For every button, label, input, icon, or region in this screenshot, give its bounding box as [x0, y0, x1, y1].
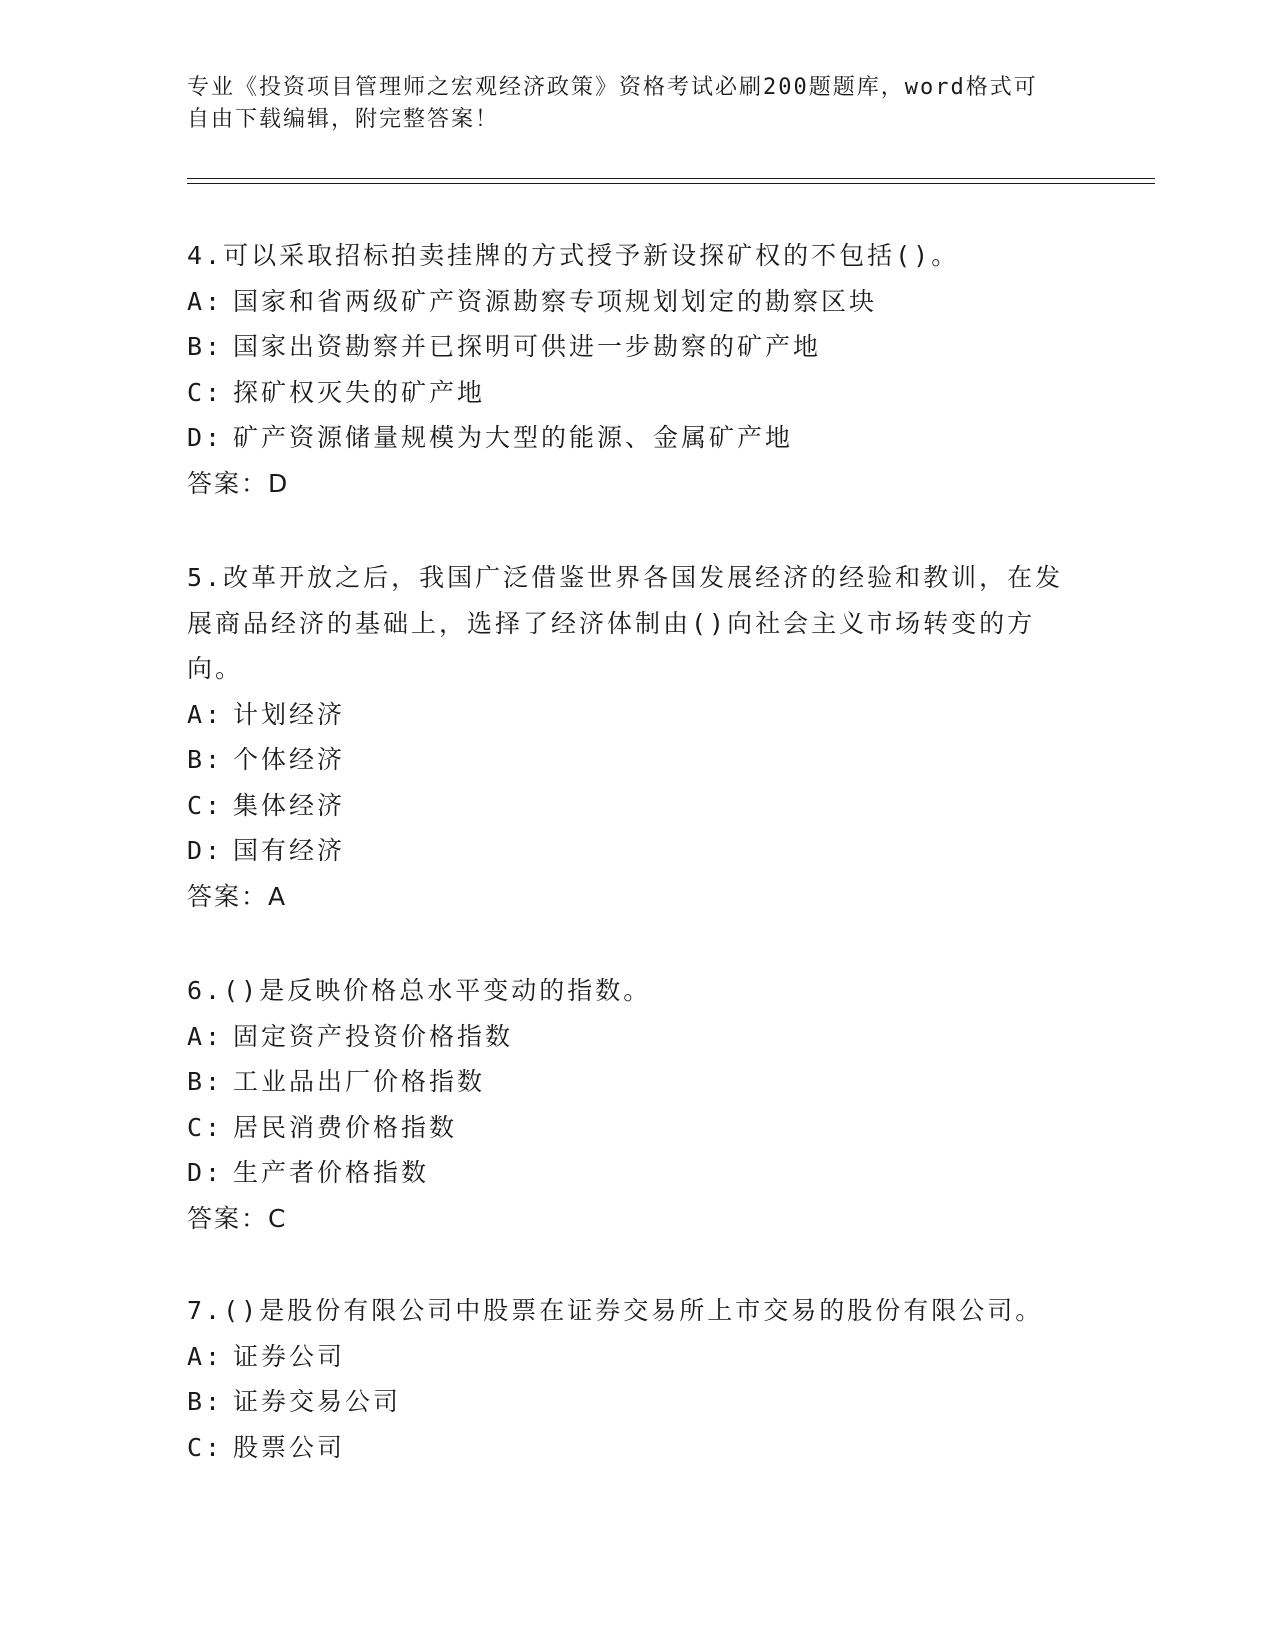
option-text: 探矿权灭失的矿产地 — [233, 377, 486, 407]
option-text: 集体经济 — [233, 790, 346, 820]
option-a — [187, 1334, 1067, 1380]
option-key: A: — [187, 1021, 224, 1051]
option-text: 矿产资源储量规模为大型的能源、金属矿产地 — [233, 423, 794, 452]
option-key: D: — [187, 1158, 224, 1187]
option-key: A: — [187, 699, 224, 729]
option-text: 国有经济 — [233, 836, 346, 865]
question-stem: 4.可以采取招标拍卖挂牌的方式授予新设探矿权的不包括()。 — [187, 241, 960, 270]
header-line-2: 自由下载编辑，附完整答案！ — [187, 107, 500, 132]
option-key: C: — [187, 1112, 224, 1142]
option-b — [187, 1379, 1067, 1425]
option-text: 国家和省两级矿产资源勘察专项规划划定的勘察区块 — [233, 286, 878, 316]
answer-value: C — [268, 1203, 288, 1233]
option-c — [187, 1425, 1067, 1471]
option-d — [187, 415, 1067, 461]
option-key: B: — [187, 332, 224, 361]
question-stem: 5.改革开放之后，我国广泛借鉴世界各国发展经济的经验和教训，在发展商品经济的基础上，选择了经济体制由()向社会主义市场转变的方向。 — [187, 563, 1064, 683]
option-text: 证券公司 — [233, 1341, 346, 1371]
answer-line — [187, 461, 1067, 507]
option-d — [187, 1150, 1067, 1196]
option-key: B: — [187, 1067, 224, 1096]
option-text: 工业品出厂价格指数 — [233, 1067, 486, 1096]
option-c — [187, 1105, 1067, 1151]
header-divider-top — [187, 178, 1155, 179]
option-c — [187, 783, 1067, 829]
option-c — [187, 370, 1067, 416]
option-text: 国家出资勘察并已探明可供进一步勘察的矿产地 — [233, 332, 822, 361]
option-text: 居民消费价格指数 — [233, 1112, 458, 1142]
option-a — [187, 1014, 1067, 1060]
option-key: D: — [187, 836, 224, 865]
question-stem: 7.()是股份有限公司中股票在证券交易所上市交易的股份有限公司。 — [187, 1296, 1044, 1325]
header-divider-bottom — [187, 183, 1155, 184]
option-a — [187, 279, 1067, 325]
option-key: B: — [187, 1387, 224, 1416]
option-key: A: — [187, 286, 224, 316]
option-key: A: — [187, 1341, 224, 1371]
option-key: D: — [187, 423, 224, 452]
question-block — [187, 1288, 1067, 1470]
answer-line — [187, 874, 1067, 920]
header-line-1: 专业《投资项目管理师之宏观经济政策》资格考试必刷200题题库，word格式可 — [187, 75, 1038, 100]
option-text: 生产者价格指数 — [233, 1158, 430, 1187]
question-block — [187, 968, 1067, 1241]
question-block — [187, 233, 1067, 506]
option-key: C: — [187, 377, 224, 407]
question-stem: 6.()是反映价格总水平变动的指数。 — [187, 976, 652, 1005]
option-text: 股票公司 — [233, 1432, 346, 1462]
option-b — [187, 1059, 1067, 1105]
option-text: 计划经济 — [233, 699, 346, 729]
answer-label: 答案： — [187, 881, 269, 911]
option-b — [187, 737, 1067, 783]
option-text: 固定资产投资价格指数 — [233, 1021, 514, 1051]
option-key: C: — [187, 790, 224, 820]
document-header — [187, 72, 1067, 136]
answer-value: D — [268, 468, 290, 498]
answer-value: A — [268, 881, 288, 911]
option-a — [187, 692, 1067, 738]
question-block — [187, 555, 1067, 919]
option-text: 个体经济 — [233, 745, 346, 774]
answer-label: 答案： — [187, 1203, 269, 1233]
option-key: C: — [187, 1432, 224, 1462]
option-text: 证券交易公司 — [233, 1387, 402, 1416]
option-b — [187, 324, 1067, 370]
answer-line — [187, 1196, 1067, 1242]
answer-label: 答案： — [187, 468, 269, 498]
option-d — [187, 828, 1067, 874]
option-key: B: — [187, 745, 224, 774]
